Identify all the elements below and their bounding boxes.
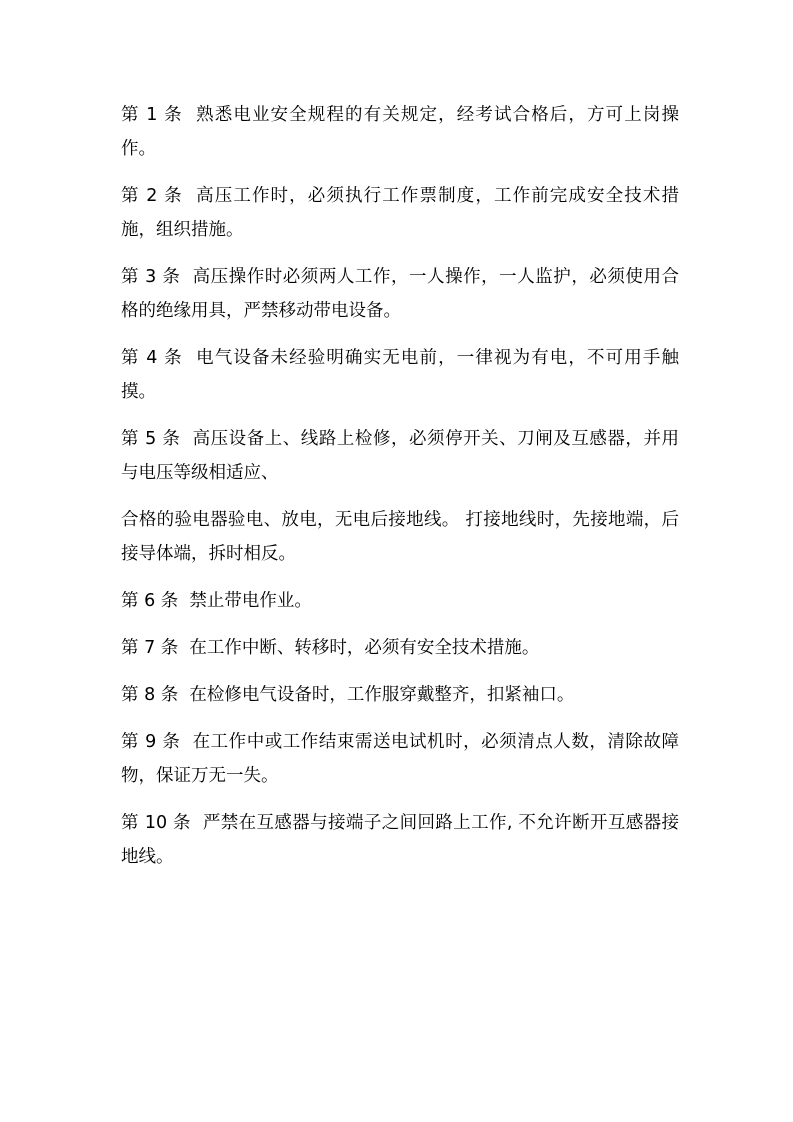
article-text: 在工作中或工作结束需送电试机时，必须清点人数，清除故障物，保证万无一失。 [121, 732, 679, 786]
article-number: 第 9 条 [121, 732, 193, 752]
article-6 [121, 584, 679, 618]
article-2 [121, 179, 679, 247]
article-number: 第 2 条 [121, 186, 197, 206]
article-number: 第 6 条 [121, 591, 190, 611]
article-text: 高压操作时必须两人工作，一人操作，一人监护，必须使用合格的绝缘用具，严禁移动带电设备。 [121, 267, 679, 321]
article-number: 第 5 条 [121, 429, 193, 449]
article-number: 第 10 条 [121, 813, 203, 833]
document-body [121, 98, 679, 887]
article-text: 电气设备未经验明确实无电前，一律视为有电，不可用手触摸。 [121, 348, 680, 402]
article-5 [121, 422, 679, 490]
article-1 [121, 98, 679, 166]
article-text: 高压工作时，必须执行工作票制度，工作前完成安全技术措施，组织措施。 [121, 186, 680, 240]
article-text: 在工作中断、转移时，必须有安全技术措施。 [189, 638, 540, 658]
article-8 [121, 678, 679, 712]
article-7 [121, 631, 679, 665]
article-4 [121, 341, 679, 409]
article-3 [121, 260, 679, 328]
article-number: 第 8 条 [121, 685, 190, 705]
article-9 [121, 725, 679, 793]
article-number: 第 3 条 [121, 267, 193, 287]
article-text: 严禁在互感器与接端子之间回路上工作, 不允许断开互感器接地线。 [121, 813, 679, 867]
article-5-continued [121, 503, 679, 571]
article-number: 第 7 条 [121, 638, 190, 658]
article-number: 第 1 条 [121, 105, 197, 125]
article-text: 高压设备上、线路上检修，必须停开关、刀闸及互感器，并用与电压等级相适应、 [121, 429, 679, 483]
article-text: 熟悉电业安全规程的有关规定，经考试合格后，方可上岗操作。 [121, 105, 680, 159]
article-text: 合格的验电器验电、放电，无电后接地线。 打接地线时，先接地端，后接导体端，拆时相反。 [121, 510, 679, 564]
article-10 [121, 806, 679, 874]
article-text: 在检修电气设备时，工作服穿戴整齐，扣紧袖口。 [189, 685, 575, 705]
article-text: 禁止带电作业。 [189, 591, 312, 611]
article-number: 第 4 条 [121, 348, 197, 368]
